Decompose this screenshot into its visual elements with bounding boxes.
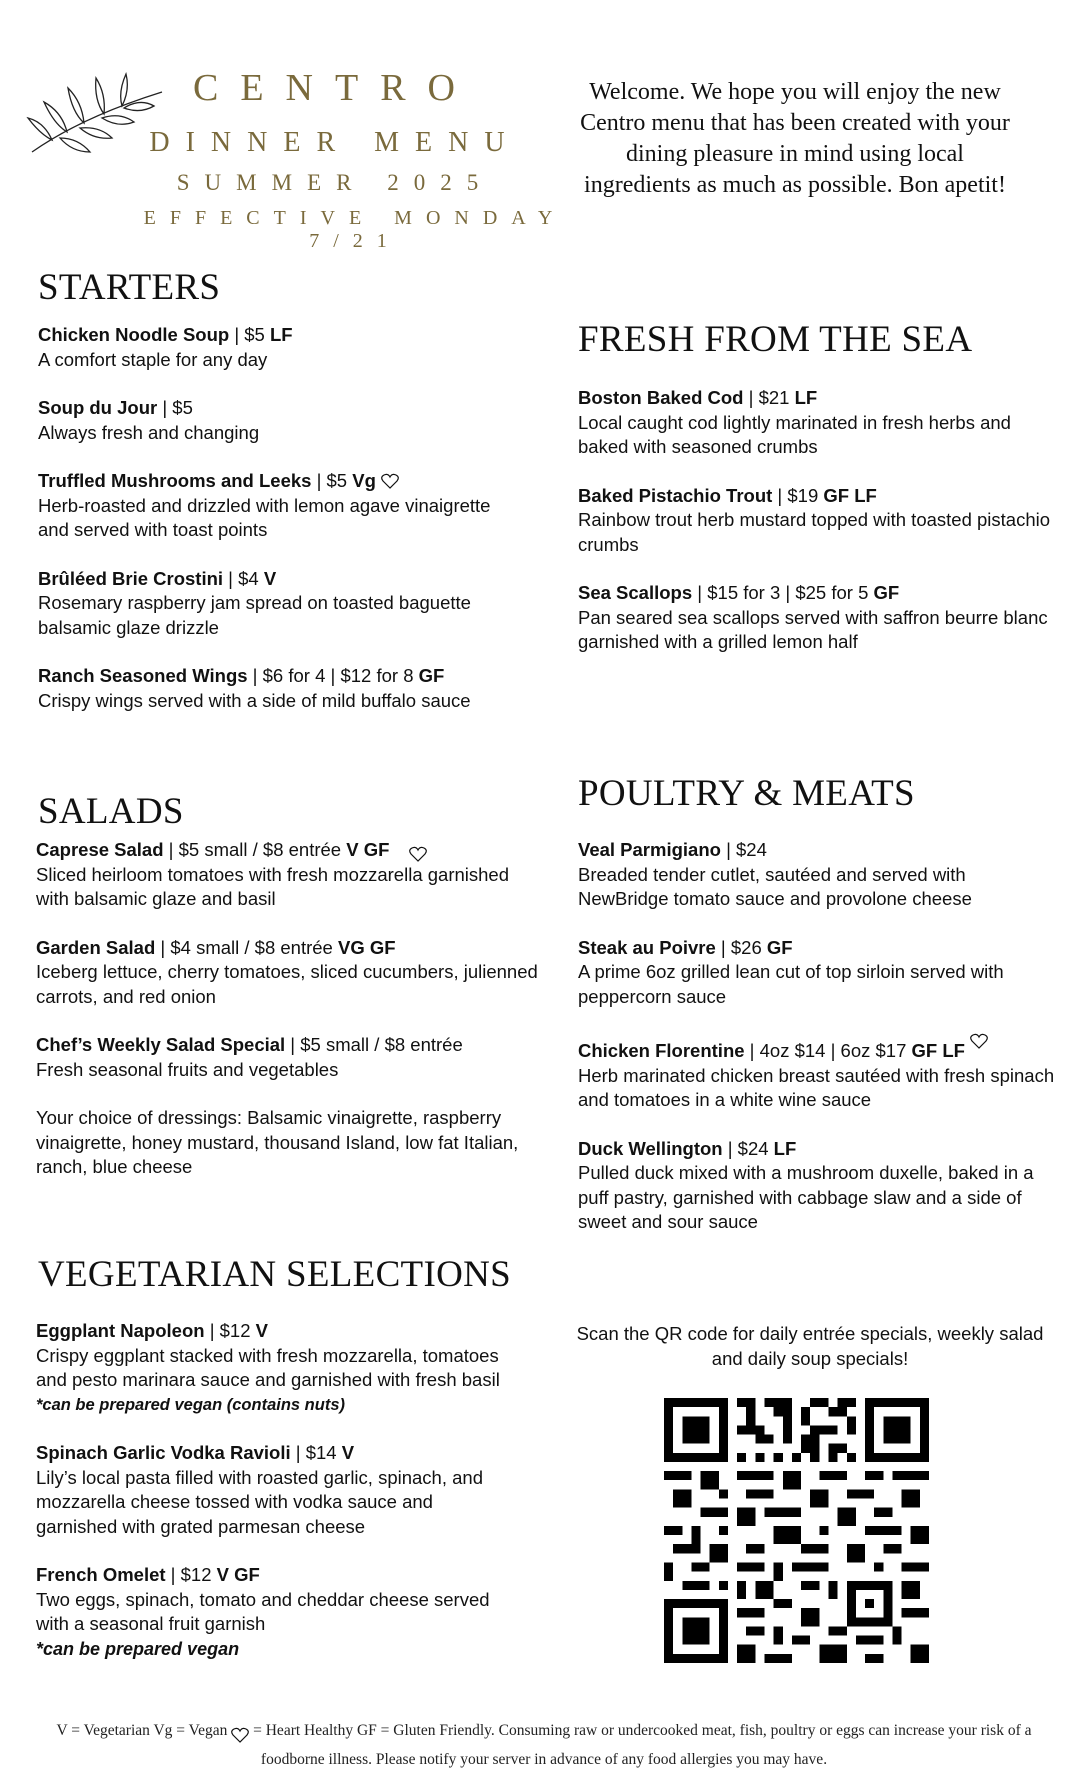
- menu-item: Caprese Salad | $5 small / $8 entrée V GF Sliced heirloom tomatoes with fresh mozzarella garnished with balsamic glaze and basil: [36, 839, 509, 909]
- section-title-salads: SALADS: [38, 791, 184, 832]
- qr-instructions: Scan the QR code for daily entrée specials, weekly salad and daily soup specials!: [576, 1323, 1044, 1369]
- welcome-message: Welcome. We hope you will enjoy the new Centro menu that has been created with your dining pleasure in mind using local ingredients as much as possible. Bon apetit!: [580, 79, 1010, 198]
- section-title-starters: STARTERS: [38, 267, 221, 308]
- menu-item: Brûléed Brie Crostini | $4 V Rosemary raspberry jam spread on toasted baguette balsamic glaze drizzle: [38, 567, 471, 638]
- heart-healthy-icon: [409, 846, 427, 862]
- qr-code[interactable]: [664, 1398, 929, 1663]
- menu-item: Chicken Florentine | 4oz $14 | 6oz $17 GF LF Herb marinated chicken breast sautéed with fresh spinach and tomatoes in a white wine sauce: [578, 1033, 1060, 1113]
- restaurant-name: CENTRO: [193, 67, 477, 109]
- menu-item: Veal Parmigiano | $24 Breaded tender cutlet, sautéed and served with NewBridge tomato sauce and provolone cheese: [578, 839, 972, 909]
- starters-list: [38, 323, 498, 737]
- menu-item: Truffled Mushrooms and Leeks | $5 Vg Herb-roasted and drizzled with lemon agave vinaigrette and served with toast points: [38, 470, 491, 540]
- menu-item: French Omelet | $12 V GF Two eggs, spinach, tomato and cheddar cheese served with a seasonal fruit garnish *can be prepared vegan: [36, 1563, 516, 1661]
- menu-item: Duck Wellington | $24 LF Pulled duck mixed with a mushroom duxelle, baked in a puff pastry, garnished with cabbage slaw and a side of sweet and sour sauce: [578, 1137, 1034, 1232]
- menu-item: Sea Scallops | $15 for 3 | $25 for 5 GF Pan seared sea scallops served with saffron beurre blanc garnished with a grilled lemon half: [578, 582, 1048, 652]
- sea-list: [578, 386, 1058, 679]
- vegetarian-list: [36, 1319, 516, 1685]
- menu-item: Garden Salad | $4 small / $8 entrée VG GF Iceberg lettuce, cherry tomatoes, sliced cucumbers, julienned carrots, and red onion: [36, 936, 538, 1007]
- menu-item: Spinach Garlic Vodka Ravioli | $14 V Lily’s local pasta filled with roasted garlic, spinach, and mozzarella cheese tossed with vodka sauce and garnished with grated parmesan cheese: [36, 1442, 483, 1537]
- menu-season: SUMMER 2025: [176, 170, 494, 195]
- menu-item: Eggplant Napoleon | $12 V Crispy eggplant stacked with fresh mozzarella, tomatoes and pesto marinara sauce and garnished with fresh basil *can be prepared vegan (contains nuts): [36, 1319, 516, 1417]
- menu-item: Chicken Noodle Soup | $5 LF A comfort staple for any day: [38, 324, 293, 370]
- menu-item: Boston Baked Cod | $21 LF Local caught cod lightly marinated in fresh herbs and baked with seasoned crumbs: [578, 387, 1011, 457]
- menu-item: Soup du Jour | $5 Always fresh and changing: [38, 397, 260, 443]
- footer-legend: V = Vegetarian Vg = Vegan = Heart Healthy GF = Gluten Friendly. Consuming raw or undercooked meat, fish, poultry or eggs can increase your risk of a foodborne illness. Please notify your server in advance of any food allergies you may have.: [56, 1722, 1032, 1768]
- effective-date: EFFECTIVE MONDAY 7/21: [143, 207, 567, 252]
- salads-list: [36, 838, 546, 1204]
- section-title-vegetarian: VEGETARIAN SELECTIONS: [38, 1254, 511, 1295]
- menu-item: Steak au Poivre | $26 GF A prime 6oz grilled lean cut of top sirloin served with peppercorn sauce: [578, 936, 1004, 1007]
- poultry-list: [578, 838, 1060, 1259]
- heart-healthy-icon: [231, 1727, 249, 1743]
- item-note: *can be prepared vegan: [36, 1638, 240, 1659]
- item-note: *can be prepared vegan (contains nuts): [36, 1395, 345, 1414]
- section-title-poultry: POULTRY & MEATS: [578, 773, 915, 814]
- heart-healthy-icon: [381, 473, 399, 489]
- menu-item: Chef’s Weekly Salad Special | $5 small / $8 entrée Fresh seasonal fruits and vegetables: [36, 1034, 463, 1080]
- menu-item: Ranch Seasoned Wings | $6 for 4 | $12 for 8 GF Crispy wings served with a side of mild buffalo sauce: [38, 665, 471, 711]
- menu-title: DINNER MENU: [149, 127, 521, 158]
- menu-item: Baked Pistachio Trout | $19 GF LF Rainbow trout herb mustard topped with toasted pistachio crumbs: [578, 484, 1051, 555]
- section-title-sea: FRESH FROM THE SEA: [578, 319, 973, 360]
- heart-healthy-icon: [970, 1033, 988, 1049]
- dressings-note: Your choice of dressings: Balsamic vinaigrette, raspberry vinaigrette, honey mustard, thousand Island, low fat Italian, ranch, blue cheese: [36, 1107, 519, 1177]
